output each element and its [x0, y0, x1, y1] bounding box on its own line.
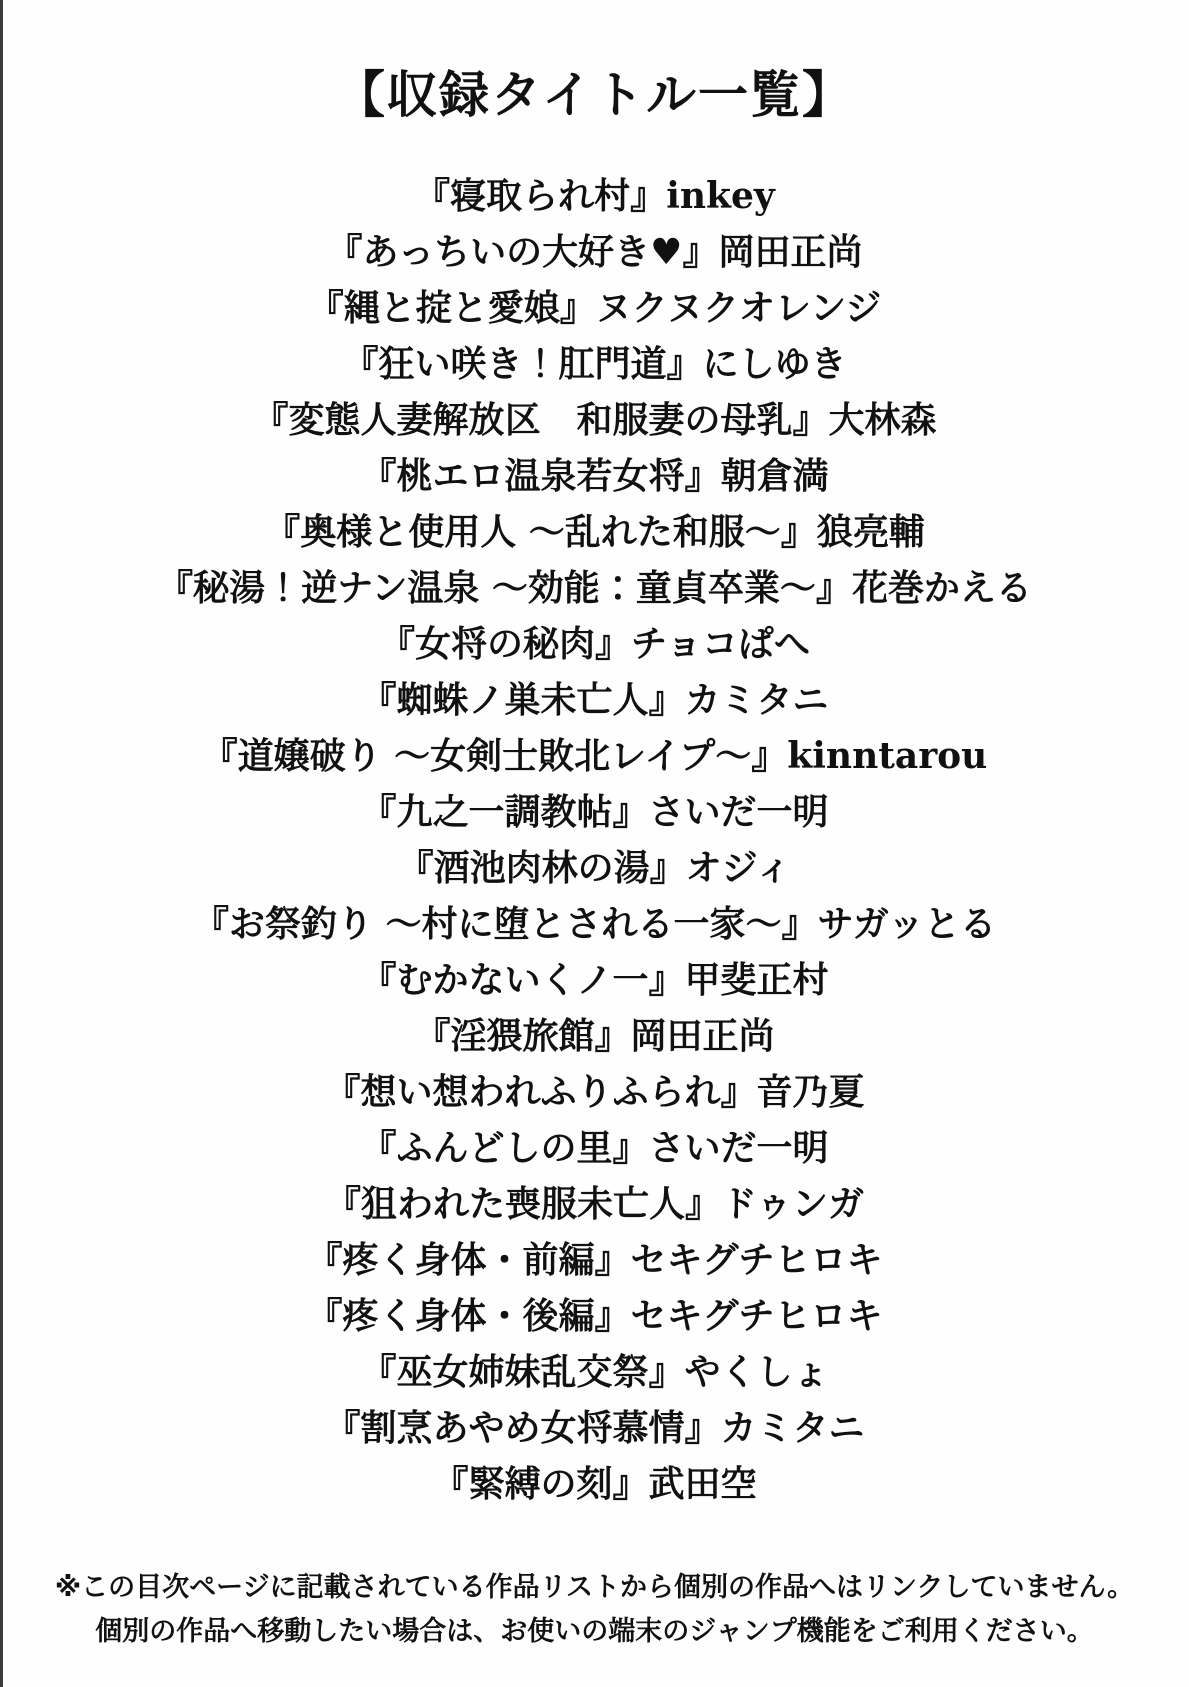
list-item: [0, 784, 1189, 840]
work-author: 大林森: [828, 399, 937, 441]
list-item: [0, 1176, 1189, 1232]
work-title: 『変態人妻解放区 和服妻の母乳』: [252, 399, 829, 441]
work-author: 武田空: [648, 1463, 757, 1505]
work-title: 『むかないくノ一』: [360, 959, 685, 1001]
work-author: セキグチヒロキ: [630, 1295, 883, 1337]
work-author: kinntarou: [787, 735, 988, 777]
work-author: 音乃夏: [756, 1071, 865, 1113]
work-title: 『蜘蛛ノ巣未亡人』: [360, 679, 685, 721]
work-title: 『縄と掟と愛娘』: [307, 287, 596, 329]
footer-note-line-1: ※この目次ページに記載されている作品リストから個別の作品へはリンクしていません。: [54, 1572, 1135, 1603]
work-author: 朝倉満: [720, 455, 829, 497]
list-item: [0, 728, 1189, 784]
page-title: 【収録タイトル一覧】: [335, 65, 854, 124]
work-author: チョコぱへ: [631, 623, 810, 665]
work-author: にしゆき: [702, 343, 847, 385]
list-item: [0, 840, 1189, 896]
list-item: [0, 224, 1189, 280]
list-item: [0, 672, 1189, 728]
work-title: 『道嬢破り ～女剣士敗北レイプ～』: [201, 735, 788, 777]
list-item: [0, 1456, 1189, 1512]
work-title: 『狂い咲き！肛門道』: [342, 343, 703, 385]
work-title: 『淫猥旅館』: [414, 1015, 631, 1057]
list-item: [0, 1400, 1189, 1456]
work-author: やくしょ: [684, 1351, 829, 1393]
list-item: [0, 560, 1189, 616]
work-title: 『疼く身体・前編』: [306, 1239, 631, 1281]
work-author: オジィ: [685, 847, 792, 889]
work-author: セキグチヒロキ: [630, 1239, 883, 1281]
work-title: 『お祭釣り ～村に堕とされる一家～』: [192, 903, 818, 945]
work-author: カミタニ: [720, 1407, 865, 1449]
footer-note: [0, 1566, 1189, 1654]
list-item: [0, 616, 1189, 672]
work-title: 『九之一調教帖』: [360, 791, 649, 833]
work-title: 『想い想われふりふられ』: [324, 1071, 757, 1113]
work-author: カミタニ: [684, 679, 829, 721]
work-author: サガッとる: [817, 903, 997, 945]
work-author: さいだ一明: [648, 1127, 829, 1169]
work-author: ドゥンガ: [720, 1183, 865, 1225]
list-item: [0, 1288, 1189, 1344]
list-item: [0, 1064, 1189, 1120]
work-author: 花巻かえる: [851, 567, 1032, 609]
work-author: 狼亮輔: [816, 511, 925, 553]
list-item: [0, 168, 1189, 224]
list-item: [0, 504, 1189, 560]
work-author: 岡田正尚: [718, 231, 863, 273]
list-item: [0, 1232, 1189, 1288]
work-author: inkey: [666, 175, 775, 217]
work-title: 『狙われた喪服未亡人』: [324, 1183, 721, 1225]
footer-note-line-2: 個別の作品へ移動したい場合は、お使いの端末のジャンプ機能をご利用ください。: [95, 1616, 1094, 1647]
work-author: ヌクヌクオレンジ: [595, 287, 882, 329]
list-item: [0, 1344, 1189, 1400]
work-title: 『巫女姉妹乱交祭』: [360, 1351, 685, 1393]
title-list: [0, 168, 1189, 1512]
work-title: 『割烹あやめ女将慕情』: [324, 1407, 721, 1449]
work-title: 『ふんどしの里』: [360, 1127, 649, 1169]
work-title: 『酒池肉林の湯』: [397, 847, 686, 889]
work-title: 『緊縛の刻』: [432, 1463, 649, 1505]
list-item: [0, 1008, 1189, 1064]
list-item: [0, 448, 1189, 504]
work-title: 『秘湯！逆ナン温泉 ～効能：童貞卒業～』: [157, 567, 852, 609]
work-title: 『疼く身体・後編』: [306, 1295, 631, 1337]
list-item: [0, 1120, 1189, 1176]
work-title: 『女将の秘肉』: [379, 623, 632, 665]
list-item: [0, 392, 1189, 448]
list-item: [0, 896, 1189, 952]
list-item: [0, 280, 1189, 336]
list-item: [0, 952, 1189, 1008]
work-title: 『寝取られ村』: [414, 175, 667, 217]
work-author: 甲斐正村: [684, 959, 829, 1001]
work-title: 『あっちいの大好き♥』: [326, 231, 719, 273]
list-item: [0, 336, 1189, 392]
work-title: 『桃エロ温泉若女将』: [360, 455, 721, 497]
work-title: 『奥様と使用人 ～乱れた和服～』: [264, 511, 817, 553]
work-author: さいだ一明: [648, 791, 829, 833]
work-author: 岡田正尚: [630, 1015, 775, 1057]
